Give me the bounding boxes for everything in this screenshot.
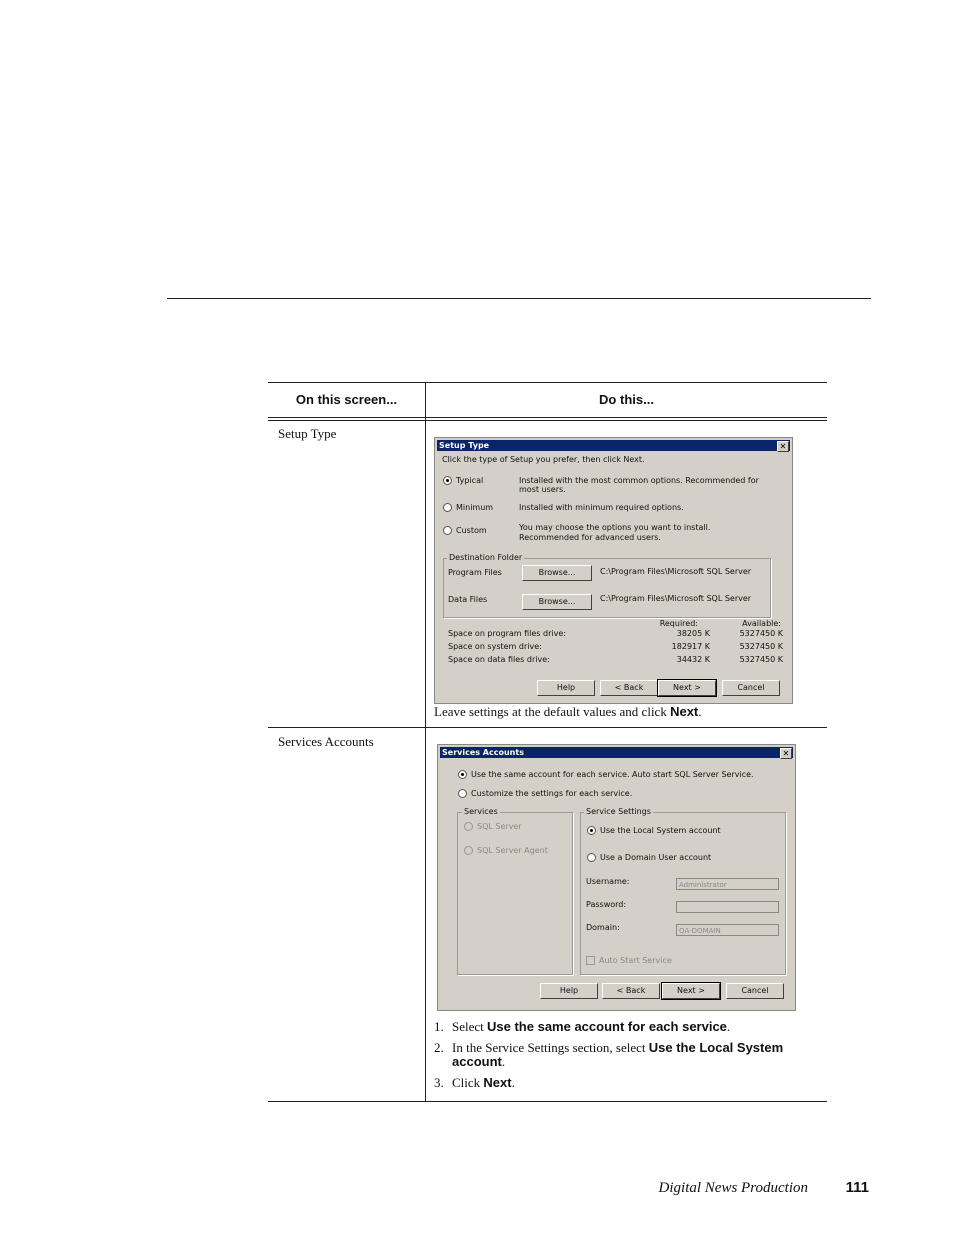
cancel-button[interactable]: Cancel: [722, 680, 780, 696]
step-bold: Use the Local System account: [452, 1040, 784, 1069]
typical-radio[interactable]: [443, 476, 452, 485]
space-required: 182917 K: [671, 642, 710, 651]
domain-field[interactable]: QA-DOMAIN: [676, 924, 779, 936]
step-item: [434, 1076, 814, 1090]
step-text: [452, 1041, 814, 1069]
custom-label[interactable]: Custom: [456, 526, 487, 535]
sql-agent-label[interactable]: SQL Server Agent: [477, 846, 548, 855]
back-button[interactable]: < Back: [602, 983, 660, 999]
footer-title: Digital News Production: [658, 1180, 808, 1196]
step-bold: Use the same account for each service: [487, 1019, 727, 1034]
services-accounts-dialog: [437, 744, 796, 1011]
column-header-action: Do this...: [599, 392, 654, 407]
dialog-titlebar: [440, 747, 793, 758]
dialog-titlebar: [437, 440, 790, 451]
dialog-title: Setup Type: [439, 441, 490, 450]
services-steps: [434, 1020, 814, 1097]
services-group-label: Services: [464, 807, 498, 816]
domain-label: Domain:: [586, 923, 620, 932]
available-header: Available:: [742, 619, 781, 628]
space-label: Space on data files drive:: [448, 655, 550, 664]
step-item: [434, 1041, 814, 1069]
username-field[interactable]: Administrator: [676, 878, 779, 890]
space-required: 38205 K: [676, 629, 710, 638]
instruction-bold: Next: [670, 704, 699, 719]
domain-user-radio[interactable]: [587, 853, 596, 862]
step-post: .: [501, 1054, 506, 1069]
step-text: [452, 1076, 515, 1090]
required-header: Required:: [659, 619, 698, 628]
help-button[interactable]: Help: [537, 680, 595, 696]
data-files-path: C:\Program Files\Microsoft SQL Server: [600, 594, 752, 603]
column-header-screen: On this screen...: [295, 392, 398, 407]
space-label: Space on program files drive:: [448, 629, 566, 638]
sql-server-radio[interactable]: [464, 822, 473, 831]
minimum-label[interactable]: Minimum: [456, 503, 494, 512]
space-label: Space on system drive:: [448, 642, 542, 651]
minimum-desc: Installed with minimum required options.: [519, 503, 684, 512]
close-icon[interactable]: ✕: [777, 441, 789, 452]
step-item: [434, 1020, 814, 1034]
next-button[interactable]: Next >: [662, 983, 720, 999]
step-post: .: [511, 1075, 515, 1090]
minimum-radio[interactable]: [443, 503, 452, 512]
space-available: 5327450 K: [739, 655, 783, 664]
local-system-label[interactable]: Use the Local System account: [600, 826, 721, 835]
typical-desc: Installed with the most common options. Recommended for most users.: [519, 476, 759, 494]
space-available: 5327450 K: [739, 642, 783, 651]
local-system-radio[interactable]: [587, 826, 596, 835]
customize-radio[interactable]: [458, 789, 467, 798]
setup-prompt: Click the type of Setup you prefer, then click Next.: [442, 455, 645, 464]
auto-start-checkbox[interactable]: [586, 956, 595, 965]
space-required: 34432 K: [676, 655, 710, 664]
instruction-punct: .: [698, 704, 702, 719]
row-label-setup-type: Setup Type: [278, 426, 337, 441]
browse-data-button[interactable]: Browse...: [522, 594, 592, 610]
step-number: 3.: [434, 1075, 444, 1090]
step-pre: Select: [452, 1019, 488, 1034]
dialog-title: Services Accounts: [442, 748, 524, 757]
next-button[interactable]: Next >: [658, 680, 716, 696]
auto-start-label[interactable]: Auto Start Service: [599, 956, 672, 965]
custom-radio[interactable]: [443, 526, 452, 535]
sql-agent-radio[interactable]: [464, 846, 473, 855]
services-group: [457, 812, 573, 975]
step-number: 2.: [434, 1040, 444, 1055]
program-files-label: Program Files: [448, 568, 502, 577]
same-account-label[interactable]: Use the same account for each service. Auto start SQL Server Service.: [471, 770, 754, 779]
cancel-button[interactable]: Cancel: [726, 983, 784, 999]
setup-type-instruction: [434, 704, 702, 720]
back-button[interactable]: < Back: [600, 680, 658, 696]
step-bold: Next: [483, 1075, 512, 1090]
service-settings-label: Service Settings: [586, 807, 651, 816]
space-available: 5327450 K: [739, 629, 783, 638]
browse-program-button[interactable]: Browse...: [522, 565, 592, 581]
typical-label[interactable]: Typical: [456, 476, 484, 485]
instruction-text: Leave settings at the default values and click: [434, 704, 671, 719]
setup-type-dialog: [434, 437, 793, 704]
close-icon[interactable]: ✕: [780, 748, 792, 759]
same-account-radio[interactable]: [458, 770, 467, 779]
help-button[interactable]: Help: [540, 983, 598, 999]
step-pre: In the Service Settings section, select: [452, 1040, 649, 1055]
domain-user-label[interactable]: Use a Domain User account: [600, 853, 712, 862]
data-files-label: Data Files: [448, 595, 488, 604]
top-rule: [167, 298, 871, 299]
destination-folder-label: Destination Folder: [449, 553, 523, 562]
row-label-services-accounts: Services Accounts: [278, 734, 374, 749]
program-files-path: C:\Program Files\Microsoft SQL Server: [600, 567, 752, 576]
step-post: .: [726, 1019, 731, 1034]
password-field[interactable]: [676, 901, 779, 913]
sql-server-label[interactable]: SQL Server: [477, 822, 522, 831]
password-label: Password:: [586, 900, 627, 909]
instruction-table: [268, 382, 827, 1102]
username-label: Username:: [586, 877, 630, 886]
service-settings-group: [580, 812, 786, 975]
step-pre: Click: [452, 1075, 484, 1090]
customize-label[interactable]: Customize the settings for each service.: [471, 789, 633, 798]
custom-desc: You may choose the options you want to install. Recommended for advanced users.: [519, 523, 711, 542]
page-number: 111: [845, 1179, 869, 1196]
step-number: 1.: [434, 1019, 444, 1034]
step-text: [452, 1020, 730, 1034]
